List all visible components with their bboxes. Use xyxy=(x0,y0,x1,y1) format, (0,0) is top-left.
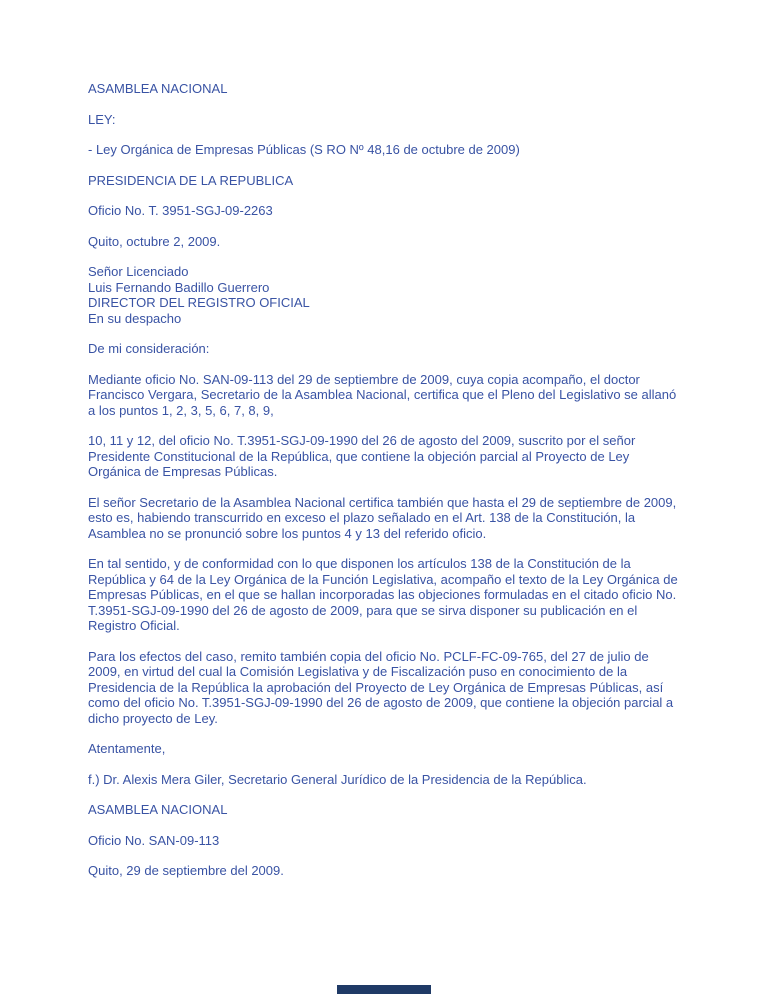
doc-heading-asamblea: ASAMBLEA NACIONAL xyxy=(88,81,228,96)
page-footer-bar xyxy=(337,985,431,994)
paragraph: El señor Secretario de la Asamblea Nacional certifica también que hasta el 29 de septiembre de 2009, esto es, habiendo transcurrido en exceso el plazo señalado en el Art. 138 de la Constitución, la Asamblea no se pronunció sobre los puntos 4 y 13 del referido oficio. xyxy=(88,494,677,541)
paragraph: 10, 11 y 12, del oficio No. T.3951-SGJ-09-1990 del 26 de agosto del 2009, suscrito por el señor Presidente Constitucional de la República, que contiene la objeción parcial al Proyecto de Ley Orgánica de Empresas Públicas. xyxy=(88,433,636,479)
doc-date-line-2: Quito, 29 de septiembre del 2009. xyxy=(88,863,284,878)
doc-address-block xyxy=(88,264,684,326)
paragraph: Mediante oficio No. SAN-09-113 del 29 de septiembre de 2009, cuya copia acompaño, el doctor Francisco Vergara, Secretario de la Asamblea Nacional, certifica que el Pleno del Legislativo se allanó a los puntos 1, 2, 3, 5, 6, 7, 8, 9, xyxy=(88,371,677,418)
doc-heading-ley: LEY: xyxy=(88,111,116,127)
address-line: Señor Licenciado xyxy=(88,264,189,279)
doc-salutation: De mi consideración: xyxy=(88,341,210,356)
paragraph: En tal sentido, y de conformidad con lo que disponen los artículos 138 de la Constitución de la República y 64 de la Ley Orgánica de la Función Legislativa, acompaño el texto de la Ley Orgánica de Empresas Públicas, en el que se hallan incorporadas las objeciones formuladas en el citado oficio No. T.3951-SGJ-09-1990 del 26 de agosto de 2009, para que se sirva disponer su publicación en el Registro Oficial. xyxy=(88,556,678,633)
document-body xyxy=(88,81,684,894)
doc-date-line: Quito, octubre 2, 2009. xyxy=(88,233,221,249)
doc-oficio-number: Oficio No. T. 3951-SGJ-09-2263 xyxy=(88,203,273,218)
doc-heading-presidencia: PRESIDENCIA DE LA REPUBLICA xyxy=(88,172,294,188)
address-line: Luis Fernando Badillo Guerrero xyxy=(88,279,270,295)
doc-signature-line: f.) Dr. Alexis Mera Giler, Secretario General Jurídico de la Presidencia de la República. xyxy=(88,771,587,787)
doc-law-title: - Ley Orgánica de Empresas Públicas (S RO Nº 48,16 de octubre de 2009) xyxy=(88,142,520,157)
paragraph: Para los efectos del caso, remito también copia del oficio No. PCLF-FC-09-765, del 27 de julio de 2009, en virtud del cual la Comisión Legislativa y de Fiscalización puso en conocimiento de la Presidencia de la República la aprobación del Proyecto de Ley Orgánica de Empresas Públicas, así como del oficio No. T.3951-SGJ-09-1990 del 26 de agosto de 2009, que contiene la objeción parcial a dicho proyecto de Ley. xyxy=(88,648,674,726)
doc-closing: Atentamente, xyxy=(88,741,166,756)
address-line: DIRECTOR DEL REGISTRO OFICIAL xyxy=(88,295,310,310)
doc-oficio-number-2: Oficio No. SAN-09-113 xyxy=(88,832,220,848)
doc-heading-asamblea-2: ASAMBLEA NACIONAL xyxy=(88,802,228,817)
address-line: En su despacho xyxy=(88,310,182,326)
